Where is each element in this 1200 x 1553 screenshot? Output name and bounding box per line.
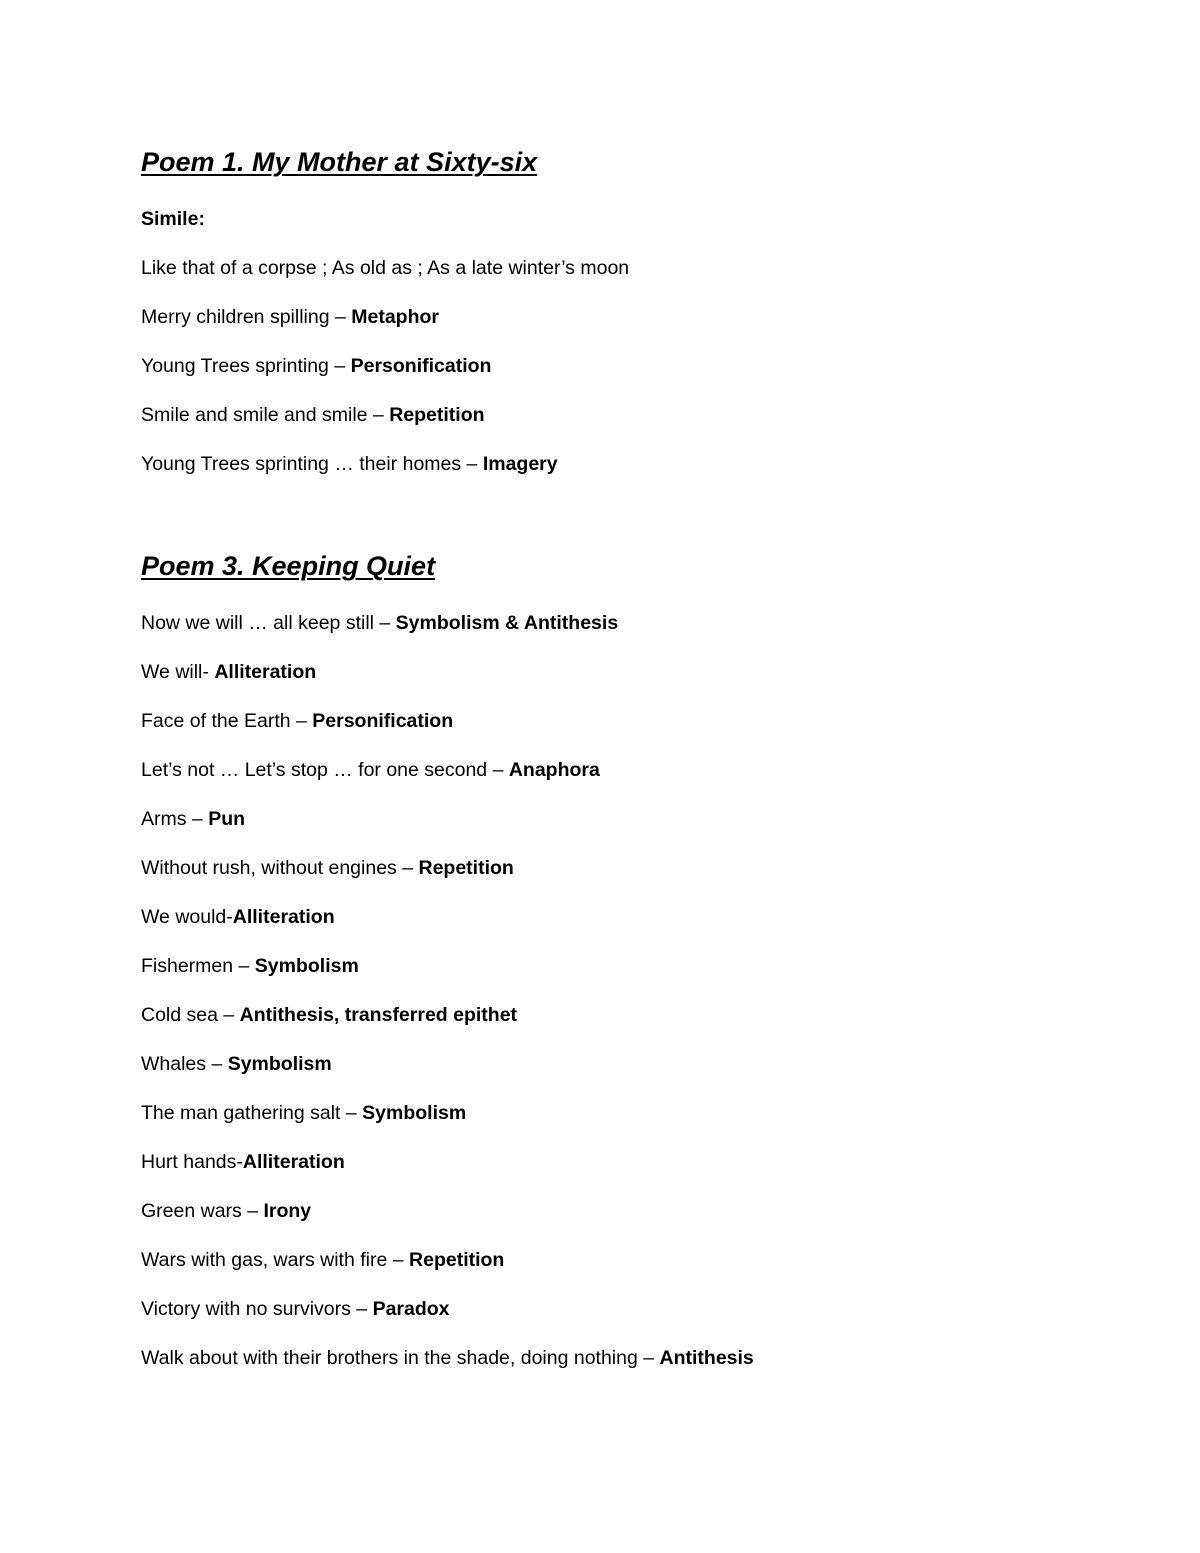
poem-3-line [141, 1187, 1101, 1236]
line-text: Now we will … all keep still – [141, 612, 396, 634]
line-text: We would- [141, 906, 233, 928]
poem-3-line [141, 844, 1101, 893]
poem-3-line [141, 1138, 1101, 1187]
poem-3-line [141, 1040, 1101, 1089]
literary-device: Alliteration [214, 661, 317, 683]
literary-device: Personification [312, 710, 454, 732]
poem-3-line [141, 1089, 1101, 1138]
poem-3-heading: Poem 3. Keeping Quiet [141, 551, 436, 581]
poem-3-line [141, 893, 1101, 942]
literary-device: Symbolism [227, 1053, 332, 1075]
line-text: Victory with no survivors – [141, 1298, 373, 1320]
simile-label: Simile: [141, 208, 205, 230]
poem-3-line [141, 795, 1101, 844]
line-text: Let’s not … Let’s stop … for one second – [141, 759, 509, 781]
literary-device: Symbolism [362, 1102, 467, 1124]
line-text: Without rush, without engines – [141, 857, 419, 879]
line-text: Fishermen – [141, 955, 255, 977]
poem-1-line [141, 342, 1101, 391]
line-text: We will- [141, 661, 215, 683]
literary-device: Metaphor [351, 306, 439, 328]
poem-3-line [141, 697, 1101, 746]
literary-device: Irony [263, 1200, 312, 1222]
line-text: Young Trees sprinting – [141, 355, 351, 377]
line-text: Like that of a corpse ; As old as ; As a late winter’s moon [141, 257, 630, 279]
poem-1-line [141, 293, 1101, 342]
line-text: Cold sea – [141, 1004, 240, 1026]
literary-device: Antithesis, transferred epithet [239, 1004, 518, 1026]
poem-3-line [141, 1285, 1101, 1334]
line-text: Walk about with their brothers in the shade, doing nothing – [141, 1347, 660, 1369]
literary-device: Anaphora [508, 759, 600, 781]
poem-1-heading: Poem 1. My Mother at Sixty-six [141, 147, 538, 177]
literary-device: Alliteration [242, 1151, 345, 1173]
literary-device: Antithesis [659, 1347, 754, 1369]
line-text: Whales – [141, 1053, 228, 1075]
poem-3-line [141, 1334, 1101, 1383]
line-text: Hurt hands- [141, 1151, 243, 1173]
poem-3-section [141, 546, 1101, 1383]
literary-device: Personification [350, 355, 492, 377]
literary-device: Alliteration [232, 906, 335, 928]
poem-1-line [141, 391, 1101, 440]
literary-device: Symbolism [254, 955, 359, 977]
poem-3-line [141, 1236, 1101, 1285]
line-text: Arms – [141, 808, 209, 830]
literary-device: Symbolism & Antithesis [395, 612, 619, 634]
literary-device: Paradox [372, 1298, 450, 1320]
literary-device: Pun [208, 808, 246, 830]
poem-3-line [141, 746, 1101, 795]
poem-1-line [141, 440, 1101, 489]
literary-device: Repetition [418, 857, 514, 879]
literary-device: Imagery [482, 453, 558, 475]
literary-device: Repetition [389, 404, 485, 426]
literary-device: Repetition [409, 1249, 505, 1271]
line-text: The man gathering salt – [141, 1102, 363, 1124]
line-text: Young Trees sprinting … their homes – [141, 453, 483, 475]
line-text: Merry children spilling – [141, 306, 352, 328]
poem-3-line [141, 942, 1101, 991]
poem-3-line [141, 599, 1101, 648]
poem-1-section [141, 142, 1101, 489]
line-text: Smile and smile and smile – [141, 404, 390, 426]
poem-3-line [141, 648, 1101, 697]
line-text: Green wars – [141, 1200, 264, 1222]
line-text: Wars with gas, wars with fire – [141, 1249, 410, 1271]
poem-1-line [141, 244, 1101, 293]
poem-3-line [141, 991, 1101, 1040]
line-text: Face of the Earth – [141, 710, 313, 732]
